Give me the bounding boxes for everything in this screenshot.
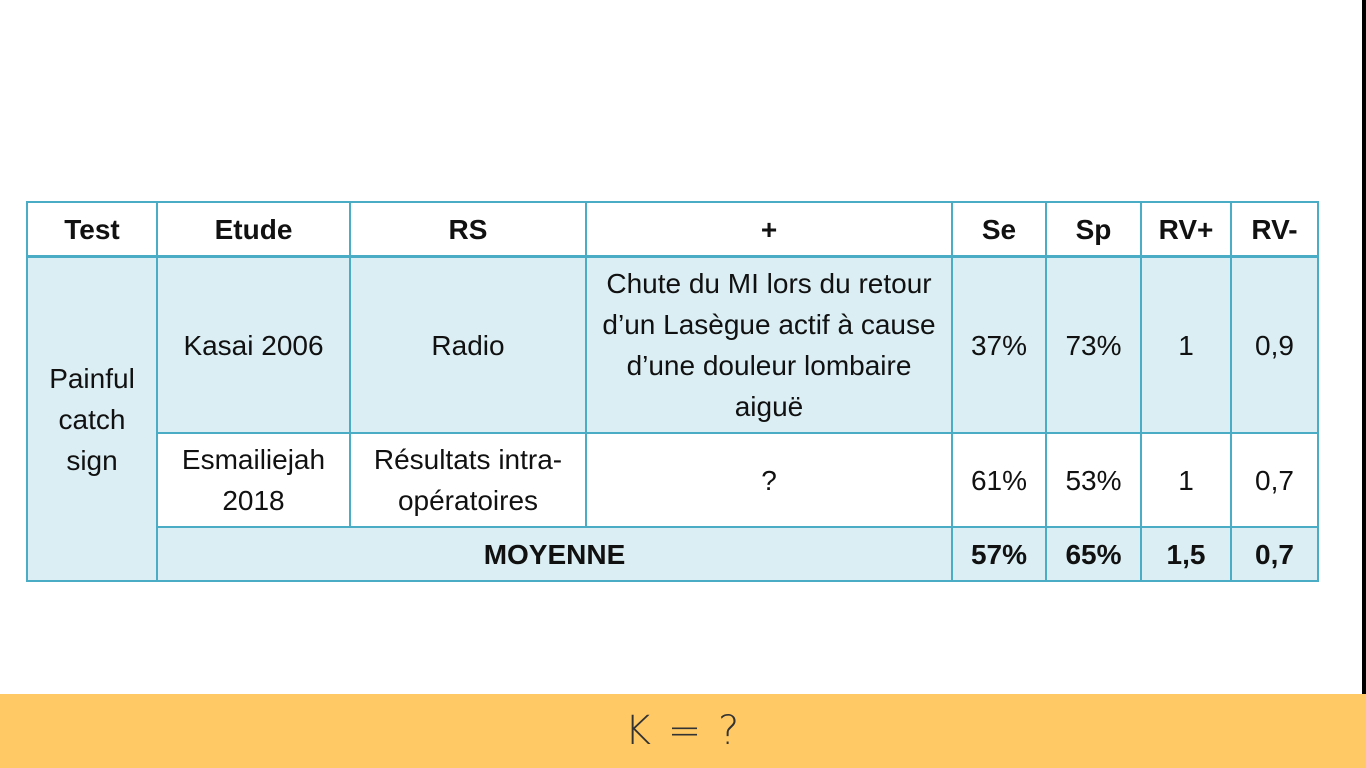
plus-cell: ? (586, 433, 952, 527)
test-evaluation-table (26, 201, 1319, 582)
sp-cell: 53% (1046, 433, 1141, 527)
header-rv-minus: RV- (1231, 202, 1318, 257)
average-rv-minus: 0,7 (1231, 527, 1318, 581)
average-sp: 65% (1046, 527, 1141, 581)
table-row (27, 433, 1318, 527)
header-se: Se (952, 202, 1046, 257)
rv-minus-cell: 0,9 (1231, 257, 1318, 434)
plus-cell: Chute du MI lors du retour d’un Lasègue actif à cause d’une douleur lombaire aiguë (586, 257, 952, 434)
average-label: MOYENNE (157, 527, 952, 581)
average-rv-plus: 1,5 (1141, 527, 1231, 581)
table-row (27, 257, 1318, 434)
rs-cell: Résultats intra-opératoires (350, 433, 586, 527)
etude-cell: Esmailiejah 2018 (157, 433, 350, 527)
test-name-cell: Painful catch sign (27, 257, 157, 582)
rv-plus-cell: 1 (1141, 433, 1231, 527)
average-se: 57% (952, 527, 1046, 581)
header-rv-plus: RV+ (1141, 202, 1231, 257)
se-cell: 61% (952, 433, 1046, 527)
se-cell: 37% (952, 257, 1046, 434)
rs-cell: Radio (350, 257, 586, 434)
header-rs: RS (350, 202, 586, 257)
kappa-formula: K = ? (624, 708, 742, 754)
rv-minus-cell: 0,7 (1231, 433, 1318, 527)
header-sp: Sp (1046, 202, 1141, 257)
footer-band (0, 694, 1366, 768)
header-test: Test (27, 202, 157, 257)
header-etude: Etude (157, 202, 350, 257)
average-row (27, 527, 1318, 581)
header-plus: + (586, 202, 952, 257)
header-row (27, 202, 1318, 257)
etude-cell: Kasai 2006 (157, 257, 350, 434)
slide-edge (1362, 0, 1366, 768)
rv-plus-cell: 1 (1141, 257, 1231, 434)
sp-cell: 73% (1046, 257, 1141, 434)
